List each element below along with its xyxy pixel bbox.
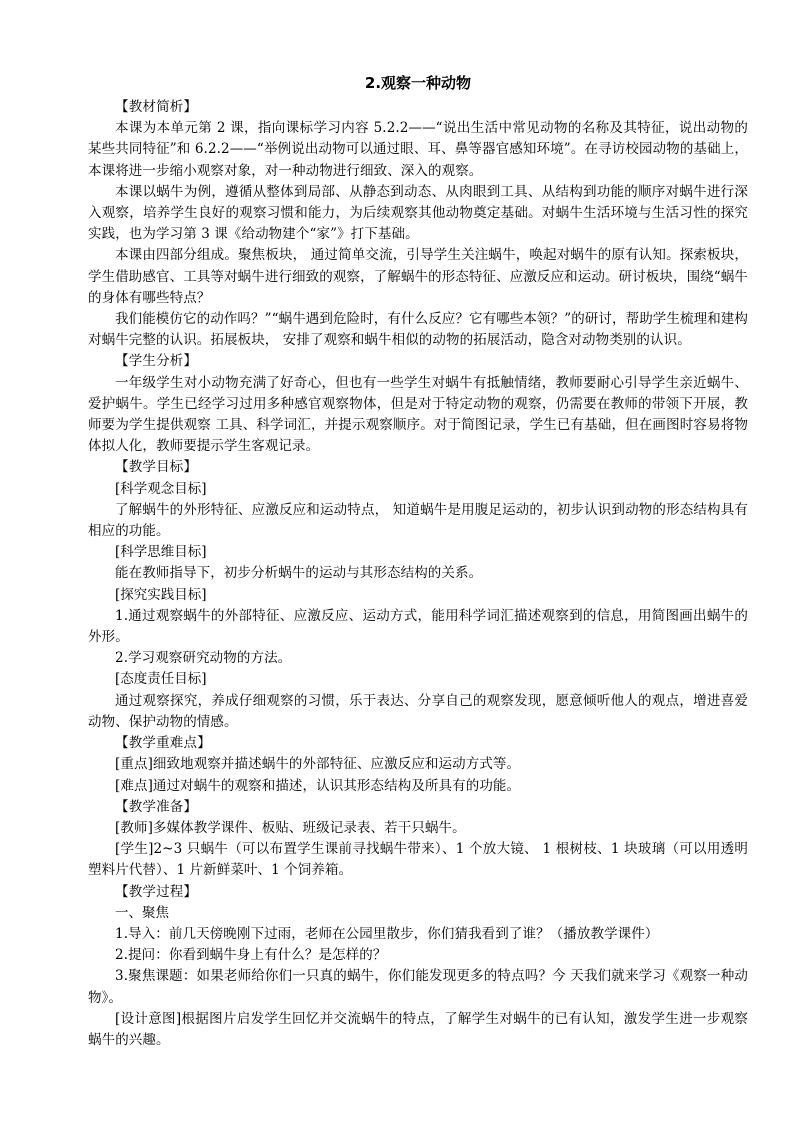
paragraph: 1.导入：前几天傍晚刚下过雨，老师在公园里散步，你们猜我看到了谁？（播放教学课件） bbox=[115, 925, 659, 942]
paragraph: [重点]细致地观察并描述蜗牛的外部特征、应激反应和运动方式等。 bbox=[115, 756, 521, 773]
paragraph: 本课为本单元第 2 课，指向课标学习内容 5.2.2——“说出生活中常见动物的名称及其特征，说出动物的某些共同特征”和 6.2.2——“举例说出动物可以通过眼、耳、鼻等器官感知环境”。在寻访校园动物的基础上， 本课将进一步缩小观察对象，对一种动物进行细致、深入的观察。 bbox=[88, 120, 748, 179]
paragraph: 通过观察探究，养成仔细观察的习惯，乐于表达、分享自己的观察发现，愿意倾听他人的观点，增进喜爱动物、保护动物的情感。 bbox=[88, 692, 748, 730]
paragraph: 能在教师指导下，初步分析蜗牛的运动与其形态结构的关系。 bbox=[115, 565, 483, 582]
paragraph: [教师]多媒体教学课件、板贴、班级记录表、若干只蜗牛。 bbox=[115, 819, 466, 836]
paragraph: [设计意图]根据图片启发学生回忆并交流蜗牛的特点，了解学生对蜗牛的已有认知，激发学生进一步观察蜗牛的兴趣。 bbox=[88, 1010, 748, 1048]
section-heading: 【教学目标】 bbox=[115, 459, 198, 476]
section-heading: 【教学重难点】 bbox=[115, 735, 211, 752]
paragraph: 了解蜗牛的外形特征、应激反应和运动特点， 知道蜗牛是用腹足运动的，初步认识到动物的形态结构具有相应的功能。 bbox=[88, 501, 748, 540]
paragraph: 一年级学生对小动物充满了好奇心，但也有一些学生对蜗牛有抵触情绪，教师要耐心引导学生亲近蜗牛、爱护蜗牛。学生已经学习过用多种感官观察物体，但是对于特定动物的观察，仍需要在教师的带领下开展，教师要为学生提供观察 工具、科学词汇，并提示观察顺序。对于简图记录，学生已有基础，但在画图时容易将物体拟人化，教师要提示学生客观记录。 bbox=[88, 374, 748, 455]
document-title: 2.观察一种动物 bbox=[364, 74, 472, 92]
paragraph: 本课由四部分组成。聚焦板块， 通过简单交流，引导学生关注蜗牛，唤起对蜗牛的原有认知。探索板块， 学生借助感官、工具等对蜗牛进行细致的观察，了解蜗牛的形态特征、应激反应和运动。研讨板块，围绕“蜗牛的身体有哪些特点？ bbox=[88, 247, 748, 306]
subsection-label: [态度责任目标] bbox=[115, 671, 207, 688]
paragraph: 1.通过观察蜗牛的外部特征、应激反应、运动方式，能用科学词汇描述观察到的信息，用简图画出蜗牛的外形。 bbox=[88, 607, 748, 646]
paragraph: 我们能模仿它的动作吗？”“蜗牛遇到危险时，有什么反应？它有哪些本领？”的研讨，帮助学生梳理和建构对蜗牛完整的认识。拓展板块， 安排了观察和蜗牛相似的动物的拓展活动，隐含对动物类别的认识。 bbox=[88, 311, 749, 349]
subsection-label: [科学观念目标] bbox=[115, 480, 207, 497]
paragraph: 3.聚焦课题：如果老师给你们一只真的蜗牛，你们能发现更多的特点吗？今 天我们就来学习《观察一种动物》。 bbox=[88, 968, 748, 1006]
paragraph: 2.提问：你看到蜗牛身上有什么？是怎样的？ bbox=[115, 947, 387, 964]
section-heading: 【学生分析】 bbox=[115, 353, 198, 370]
subsection-label: [探究实践目标] bbox=[115, 586, 207, 603]
paragraph: 2.学习观察研究动物的方法。 bbox=[115, 650, 292, 667]
section-heading: 【教学过程】 bbox=[115, 883, 198, 900]
subsection-label: [科学思维目标] bbox=[115, 544, 207, 561]
document-body bbox=[88, 97, 748, 1051]
paragraph: 本课以蜗牛为例，遵循从整体到局部、从静态到动态、从肉眼到工具、从结构到功能的顺序对蜗牛进行深入观察，培养学生良好的观察习惯和能力，为后续观察其他动物奠定基础。对蜗牛生活环境与生活习性的探究实践，也为学习第 3 课《给动物建个“家”》打下基础。 bbox=[88, 183, 748, 243]
section-heading: 【教学准备】 bbox=[115, 798, 198, 815]
document-page bbox=[88, 72, 748, 1051]
section-heading: 【教材简析】 bbox=[115, 99, 198, 115]
subsection-label: 一、聚焦 bbox=[115, 904, 169, 921]
paragraph: [学生]2~3 只蜗牛（可以布置学生课前寻找蜗牛带来）、1 个放大镜、 1 根树枝、1 块玻璃（可以用透明塑料片代替）、1 片新鲜菜叶、1 个饲养箱。 bbox=[88, 841, 748, 879]
paragraph: [难点]通过对蜗牛的观察和描述，认识其形态结构及所具有的功能。 bbox=[115, 777, 521, 794]
